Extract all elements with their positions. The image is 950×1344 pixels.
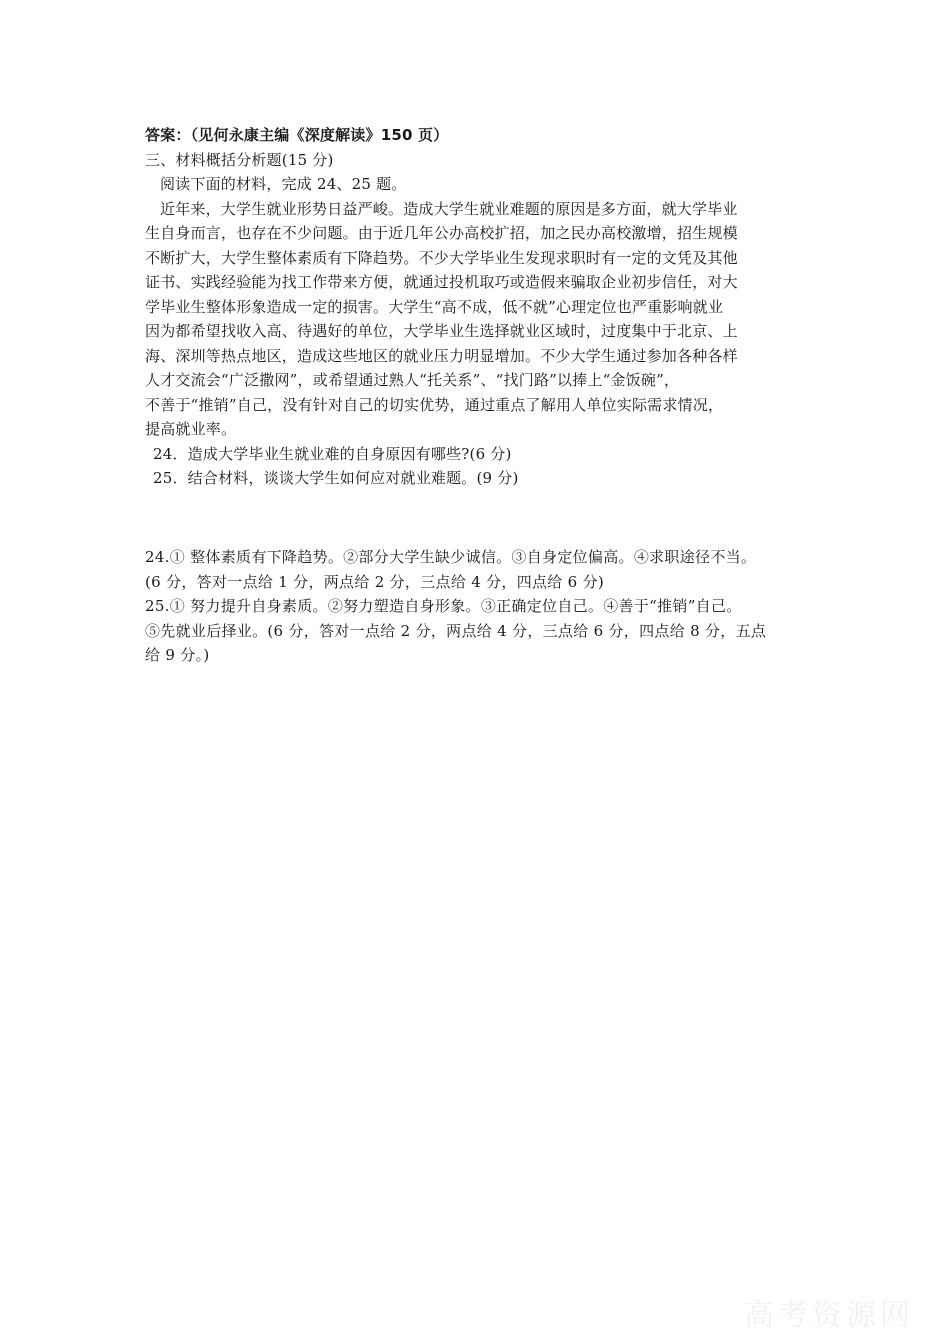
passage-line: 不断扩大，大学生整体素质有下降趋势。不少大学毕业生发现求职时有一定的文凭及其他: [145, 248, 738, 267]
section-title: 三、材料概括分析题(15 分): [145, 150, 334, 169]
passage-line: 人才交流会“广泛撒网”，或希望通过熟人“托关系”、“找门路”以捧上“金饭碗”，: [145, 371, 680, 389]
passage-line: 近年来，大学生就业形势日益严峻。造成大学生就业难题的原因是多方面，就大学毕业: [160, 199, 738, 218]
answer-key: [145, 545, 813, 668]
passage-line: 不善于“推销”自己，没有针对自己的切实优势，通过重点了解用人单位实际需求情况，: [145, 395, 724, 414]
passage-line: 海、深圳等热点地区，造成这些地区的就业压力明显增加。不少大学生通过参加各种各样: [145, 346, 738, 365]
question-25: 25．结合材料，谈谈大学生如何应对就业难题。(9 分): [153, 469, 519, 487]
passage-line: 学毕业生整体形象造成一定的损害。大学生“高不成，低不就”心理定位也严重影响就业: [145, 297, 724, 316]
answer-source-heading: 答案：（见何永康主编《深度解读》150 页）: [145, 126, 449, 144]
answer-24-points: 24.① 整体素质有下降趋势。②部分大学生缺少诚信。③自身定位偏高。④求职途径不当。: [145, 548, 757, 566]
question-24: 24．造成大学毕业生就业难的自身原因有哪些?(6 分): [153, 444, 512, 463]
watermark-logo: 高考资源网: [744, 1298, 914, 1333]
passage-line: 提高就业率。: [145, 420, 237, 438]
passage-line: 生自身而言，也存在不少问题。由于近几年公办高校扩招，加之民办高校激增，招生规模: [145, 224, 738, 242]
answer-25-points: 25.① 努力提升自身素质。②努力塑造自身形象。③正确定位自己。④善于“推销”自己。: [145, 597, 742, 615]
question-block: [145, 123, 810, 491]
answer-25-scoring: ⑤先就业后择业。(6 分，答对一点给 2 分，两点给 4 分，三点给 6 分，四点给 8 分，五点: [145, 621, 767, 640]
answer-24-scoring: (6 分，答对一点给 1 分，两点给 2 分，三点给 4 分，四点给 6 分): [145, 572, 605, 591]
answer-25-scoring-end: 给 9 分。): [145, 646, 210, 664]
reading-instruction: 阅读下面的材料，完成 24、25 题。: [160, 175, 407, 193]
passage-line: 证书、实践经验能为找工作带来方便，就通过投机取巧或造假来骗取企业初步信任，对大: [145, 273, 738, 291]
passage-line: 因为都希望找收入高、待遇好的单位，大学毕业生选择就业区域时，过度集中于北京、上: [145, 322, 738, 340]
material-passage: [145, 197, 810, 442]
